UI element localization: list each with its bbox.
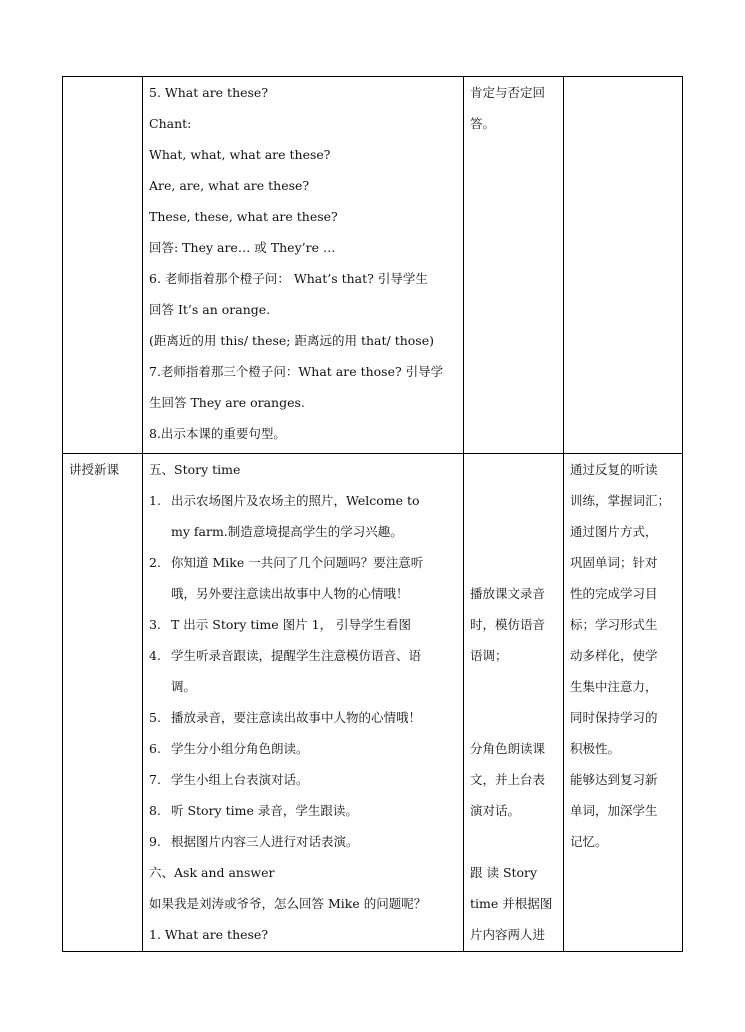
list-text: 学生分小组分角色朗读。 [171, 741, 309, 756]
list-number: 8. [149, 803, 161, 818]
purpose-line: 生集中注意力， [570, 679, 658, 694]
content-line: 8.出示本课的重要句型。 [149, 426, 286, 441]
purpose-line: 记忆。 [570, 834, 608, 849]
purpose-line: 同时保持学习的 [570, 710, 658, 725]
list-item [149, 795, 457, 826]
purpose-cell [564, 77, 683, 454]
list-text: 你知道 Mike 一共问了几个问题吗？要注意听 [171, 555, 424, 570]
purpose-line: 能够达到复习新 [570, 772, 658, 787]
student-activity-cell [464, 77, 564, 454]
list-text: 听 Story time 录音，学生跟读。 [171, 803, 358, 818]
list-item [149, 609, 457, 640]
purpose-line: 性的完成学习目 [570, 586, 658, 601]
table-row [63, 77, 683, 454]
list-number: 5. [149, 710, 161, 725]
list-item [149, 485, 457, 547]
lesson-plan-table [62, 76, 683, 952]
student-line: 肯定与否定回 [470, 85, 546, 100]
list-text: 调。 [171, 679, 197, 694]
list-item [149, 640, 457, 702]
student-line: 文，并上台表 [470, 772, 546, 787]
teacher-activity-cell [143, 454, 464, 952]
student-line: 答。 [470, 116, 496, 131]
student-line: time 并根据图 [470, 896, 553, 911]
purpose-line: 积极性。 [570, 741, 621, 756]
student-line: 播放课文录音 [470, 586, 546, 601]
student-activity-cell [464, 454, 564, 952]
purpose-line: 动多样化，使学 [570, 648, 658, 663]
content-line: 回答 It’s an orange. [149, 302, 271, 317]
student-line: 分角色朗读课 [470, 741, 546, 756]
list-text: T 出示 Story time 图片 1， 引导学生看图 [171, 617, 412, 632]
content-line: 6. 老师指着那个橙子问： What’s that? 引导学生 [149, 271, 428, 286]
content-line: These, these, what are these? [149, 209, 338, 224]
list-item [149, 702, 457, 733]
section-heading: 六、Ask and answer [149, 865, 275, 880]
stage-label: 讲授新课 [69, 462, 120, 477]
student-line: 时，模仿语音 [470, 617, 546, 632]
purpose-line: 标；学习形式生 [570, 617, 658, 632]
teacher-activity-cell [143, 77, 464, 454]
list-number: 1. [149, 493, 161, 508]
content-line: Chant: [149, 116, 192, 131]
purpose-line: 训练，掌握词汇； [570, 493, 671, 508]
list-item [149, 826, 457, 857]
content-line: 回答: They are… 或 They’re … [149, 240, 336, 255]
list-text: 哦，另外要注意读出故事中人物的心情哦！ [171, 586, 409, 601]
content-line: 7.老师指着那三个橙子问：What are those? 引导学 [149, 364, 444, 379]
content-line: Are, are, what are these? [149, 178, 310, 193]
student-line: 片内容两人进 [470, 927, 546, 942]
list-item [149, 547, 457, 609]
purpose-line: 通过反复的听读 [570, 462, 658, 477]
list-number: 9. [149, 834, 161, 849]
list-item [149, 764, 457, 795]
list-text: 出示农场图片及农场主的照片，Welcome to [171, 493, 420, 508]
list-number: 3. [149, 617, 161, 632]
student-line: 跟 读 Story [470, 865, 538, 880]
content-line: 1. What are these? [149, 927, 269, 942]
list-text: my farm.制造意境提高学生的学习兴趣。 [171, 524, 403, 539]
purpose-line: 单词，加深学生 [570, 803, 658, 818]
content-line: What, what, what are these? [149, 147, 331, 162]
content-line: 生回答 They are oranges. [149, 395, 305, 410]
stage-cell [63, 77, 143, 454]
purpose-line: 通过图片方式， [570, 524, 658, 539]
purpose-line: 巩固单词；针对 [570, 555, 658, 570]
student-line: 演对话。 [470, 803, 521, 818]
list-text: 播放录音，要注意读出故事中人物的心情哦！ [171, 710, 422, 725]
list-text: 根据图片内容三人进行对话表演。 [171, 834, 359, 849]
list-number: 4. [149, 648, 161, 663]
content-line: 如果我是刘涛或爷爷，怎么回答 Mike 的问题呢？ [149, 896, 427, 911]
table-row [63, 454, 683, 952]
list-text: 学生小组上台表演对话。 [171, 772, 309, 787]
content-line: 5. What are these? [149, 85, 269, 100]
list-number: 6. [149, 741, 161, 756]
list-number: 2. [149, 555, 161, 570]
list-text: 学生听录音跟读，提醒学生注意模仿语音、语 [171, 648, 422, 663]
content-line: (距离近的用 this/ these; 距离远的用 that/ those) [149, 333, 434, 348]
purpose-cell [564, 454, 683, 952]
student-line: 语调； [470, 648, 508, 663]
section-heading: 五、Story time [149, 462, 241, 477]
stage-cell [63, 454, 143, 952]
list-number: 7. [149, 772, 161, 787]
list-item [149, 733, 457, 764]
